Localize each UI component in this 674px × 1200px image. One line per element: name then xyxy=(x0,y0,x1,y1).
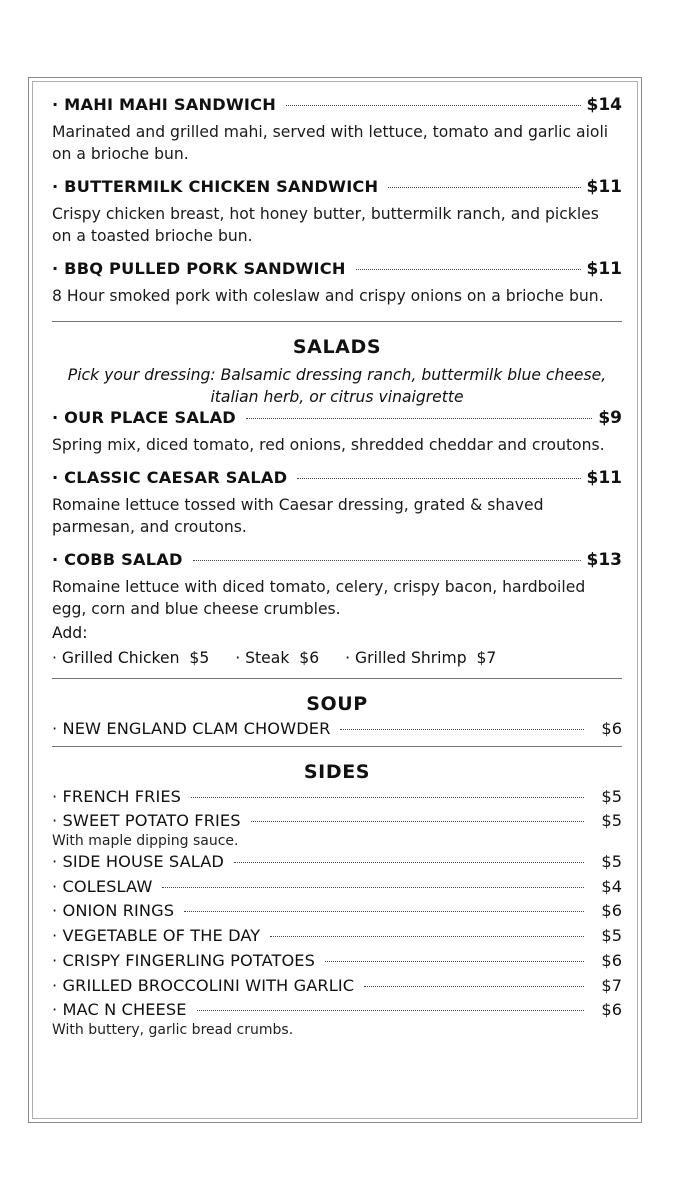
item-price: $6 xyxy=(601,1000,622,1020)
dot-leader xyxy=(251,821,584,822)
side-item-onion-rings xyxy=(52,901,622,926)
side-item-vegetable-of-the-day xyxy=(52,926,622,951)
item-name: · NEW ENGLAND CLAM CHOWDER xyxy=(52,719,331,738)
item-price: $6 xyxy=(601,901,622,921)
menu-item-classic-caesar-salad xyxy=(52,468,622,538)
item-name: · MAHI MAHI SANDWICH xyxy=(52,95,276,114)
item-name: · BBQ PULLED PORK SANDWICH xyxy=(52,259,346,278)
item-price: $11 xyxy=(586,259,622,279)
item-name: · FRENCH FRIES xyxy=(52,786,182,806)
item-name: · MAC N CHEESE xyxy=(52,1000,187,1020)
addon-price: $7 xyxy=(476,649,497,667)
item-price: $6 xyxy=(601,719,622,738)
item-price: $11 xyxy=(586,468,622,488)
addon-label: · Grilled Chicken xyxy=(52,649,180,667)
dot-leader xyxy=(364,986,584,987)
section-heading-soup: SOUP xyxy=(306,693,368,715)
item-description: Marinated and grilled mahi, served with lettuce, tomato and garlic aioli on a brioche bun. xyxy=(52,123,609,163)
dot-leader xyxy=(246,418,592,419)
addon-label: · Steak xyxy=(235,649,290,667)
addon-label: · Grilled Shrimp xyxy=(345,649,467,667)
section-heading-salads: SALADS xyxy=(292,336,382,358)
menu-content xyxy=(52,95,622,1041)
item-note: With buttery, garlic bread crumbs. xyxy=(52,1021,294,1038)
item-price: $5 xyxy=(601,852,622,872)
item-name: · SWEET POTATO FRIES xyxy=(52,811,241,831)
side-item-grilled-broccolini xyxy=(52,976,622,1001)
item-description: Romaine lettuce with diced tomato, celery, crispy bacon, hardboiled egg, corn and blue cheese crumbles. xyxy=(52,578,586,618)
item-price: $9 xyxy=(598,408,622,428)
item-price: $14 xyxy=(586,95,622,115)
item-price: $6 xyxy=(601,950,622,970)
item-price: $5 xyxy=(601,926,622,946)
dot-leader xyxy=(325,961,584,962)
menu-item-buttermilk-chicken-sandwich xyxy=(52,177,622,247)
item-name: · GRILLED BROCCOLINI WITH GARLIC xyxy=(52,975,355,995)
side-item-side-house-salad xyxy=(52,852,622,877)
item-price: $11 xyxy=(586,177,622,197)
menu-item-mahi-mahi-sandwich xyxy=(52,95,622,165)
dot-leader xyxy=(356,269,581,270)
item-name: · COLESLAW xyxy=(52,876,153,896)
soup-item-clam-chowder xyxy=(52,719,622,744)
addon-price: $6 xyxy=(299,649,320,667)
dot-leader xyxy=(193,560,581,561)
item-name: · CLASSIC CAESAR SALAD xyxy=(52,468,288,487)
dot-leader xyxy=(297,478,580,479)
dot-leader xyxy=(388,187,580,188)
item-note: With maple dipping sauce. xyxy=(52,833,239,850)
item-name: · BUTTERMILK CHICKEN SANDWICH xyxy=(52,177,379,196)
item-name: · COBB SALAD xyxy=(52,550,183,569)
dot-leader xyxy=(197,1010,584,1011)
item-description: 8 Hour smoked pork with coleslaw and crispy onions on a brioche bun. xyxy=(52,287,604,305)
dot-leader xyxy=(162,887,584,888)
item-price: $4 xyxy=(601,876,622,896)
section-heading-sides: SIDES xyxy=(303,760,371,783)
item-description: Spring mix, diced tomato, red onions, shredded cheddar and croutons. xyxy=(52,436,605,454)
addon-price: $5 xyxy=(189,649,210,667)
side-item-coleslaw xyxy=(52,877,622,902)
item-name: · CRISPY FINGERLING POTATOES xyxy=(52,950,316,970)
item-name: · SIDE HOUSE SALAD xyxy=(52,852,224,872)
dot-leader xyxy=(286,105,581,106)
section-divider xyxy=(52,678,622,679)
side-item-french-fries xyxy=(52,787,622,812)
dot-leader xyxy=(340,729,584,730)
addon-steak xyxy=(235,646,319,670)
item-price: $5 xyxy=(601,811,622,831)
item-name: · ONION RINGS xyxy=(52,901,175,921)
addon-grilled-shrimp xyxy=(345,646,496,670)
section-divider xyxy=(52,746,622,747)
side-item-crispy-fingerling-potatoes xyxy=(52,951,622,976)
item-name: · VEGETABLE OF THE DAY xyxy=(52,926,261,946)
section-divider xyxy=(52,321,622,322)
addons-list xyxy=(52,646,622,670)
item-description: Crispy chicken breast, hot honey butter, buttermilk ranch, and pickles on a toasted brioche bun. xyxy=(52,205,599,245)
item-price: $13 xyxy=(586,550,622,570)
item-price: $5 xyxy=(601,786,622,806)
item-price: $7 xyxy=(601,975,622,995)
item-description: Romaine lettuce tossed with Caesar dressing, grated & shaved parmesan, and croutons. xyxy=(52,496,544,536)
dot-leader xyxy=(191,797,584,798)
addons-label: Add: xyxy=(52,624,88,642)
menu-item-our-place-salad xyxy=(52,408,622,456)
addon-grilled-chicken xyxy=(52,646,209,670)
menu-item-cobb-salad xyxy=(52,550,622,620)
dressing-note: Pick your dressing: Balsamic dressing ranch, buttermilk blue cheese, italian herb, or citrus vinaigrette xyxy=(67,366,607,406)
dot-leader xyxy=(184,911,584,912)
item-name: · OUR PLACE SALAD xyxy=(52,408,236,427)
dot-leader xyxy=(270,936,584,937)
dot-leader xyxy=(234,862,584,863)
menu-item-bbq-pulled-pork-sandwich xyxy=(52,259,622,307)
